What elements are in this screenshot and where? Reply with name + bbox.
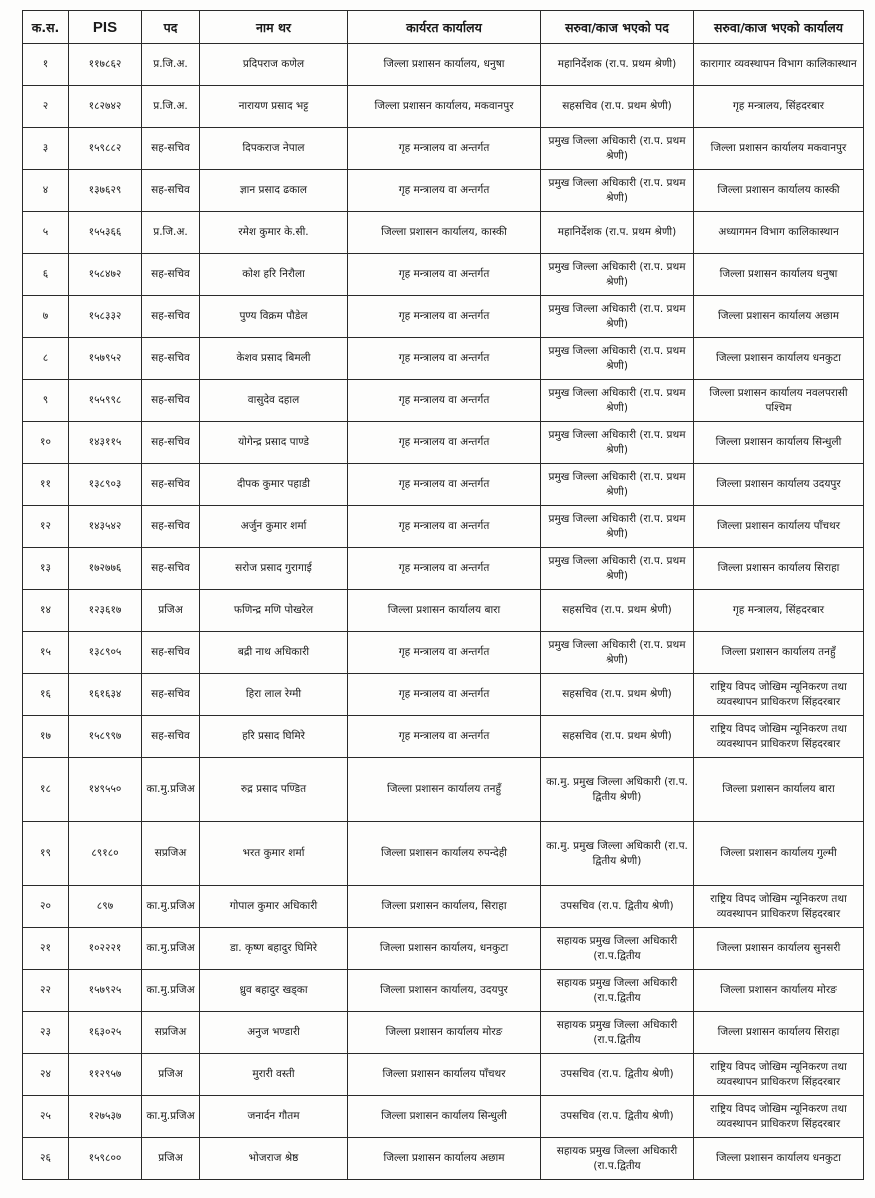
new-post-cell: प्रमुख जिल्ला अधिकारी (रा.प. प्रथम श्रेणी) <box>541 338 694 380</box>
current-office-cell: जिल्ला प्रशासन कार्यालय, उदयपुर <box>348 970 541 1012</box>
new-post-cell: महानिर्देशक (रा.प. प्रथम श्रेणी) <box>541 212 694 254</box>
current-office-cell: गृह मन्त्रालय वा अन्तर्गत <box>348 170 541 212</box>
table-row <box>23 128 864 170</box>
new-office-cell: जिल्ला प्रशासन कार्यालय मकवानपुर <box>694 128 864 170</box>
new-post-cell: उपसचिव (रा.प. द्वितीय श्रेणी) <box>541 1096 694 1138</box>
new-post-cell: उपसचिव (रा.प. द्वितीय श्रेणी) <box>541 1054 694 1096</box>
new-post-cell: प्रमुख जिल्ला अधिकारी (रा.प. प्रथम श्रेणी) <box>541 506 694 548</box>
new-office-cell: जिल्ला प्रशासन कार्यालय तनहुँ <box>694 632 864 674</box>
header-post: पद <box>142 11 200 44</box>
name-cell: मुरारी वस्ती <box>200 1054 348 1096</box>
new-office-cell: जिल्ला प्रशासन कार्यालय अछाम <box>694 296 864 338</box>
new-office-cell: जिल्ला प्रशासन कार्यालय बारा <box>694 758 864 822</box>
current-office-cell: गृह मन्त्रालय वा अन्तर्गत <box>348 380 541 422</box>
post-cell: सह-सचिव <box>142 170 200 212</box>
post-cell: सह-सचिव <box>142 674 200 716</box>
new-post-cell: प्रमुख जिल्ला अधिकारी (रा.प. प्रथम श्रेणी) <box>541 170 694 212</box>
new-office-cell: जिल्ला प्रशासन कार्यालय पाँचथर <box>694 506 864 548</box>
new-post-cell: सहायक प्रमुख जिल्ला अधिकारी (रा.प.द्वितीय <box>541 970 694 1012</box>
serial-number-cell: १ <box>23 44 69 86</box>
table-row <box>23 970 864 1012</box>
post-cell: प्र.जि.अ. <box>142 86 200 128</box>
name-cell: हिरा लाल रेग्मी <box>200 674 348 716</box>
name-cell: दिपकराज नेपाल <box>200 128 348 170</box>
current-office-cell: गृह मन्त्रालय वा अन्तर्गत <box>348 548 541 590</box>
post-cell: सह-सचिव <box>142 506 200 548</box>
new-post-cell: महानिर्देशक (रा.प. प्रथम श्रेणी) <box>541 44 694 86</box>
name-cell: पुण्य विक्रम पौडेल <box>200 296 348 338</box>
table-header-row <box>23 11 864 44</box>
serial-number-cell: २० <box>23 886 69 928</box>
new-office-cell: जिल्ला प्रशासन कार्यालय कास्की <box>694 170 864 212</box>
new-post-cell: सहसचिव (रा.प. प्रथम श्रेणी) <box>541 674 694 716</box>
serial-number-cell: २१ <box>23 928 69 970</box>
pis-cell: ८९१८० <box>69 822 142 886</box>
post-cell: सह-सचिव <box>142 296 200 338</box>
new-office-cell: राष्ट्रिय विपद जोखिम न्यूनिकरण तथा व्यवस्थापन प्राधिकरण सिंहदरबार <box>694 1054 864 1096</box>
name-cell: योगेन्द्र प्रसाद पाण्डे <box>200 422 348 464</box>
current-office-cell: जिल्ला प्रशासन कार्यालय, धनकुटा <box>348 928 541 970</box>
current-office-cell: गृह मन्त्रालय वा अन्तर्गत <box>348 338 541 380</box>
new-post-cell: सहसचिव (रा.प. प्रथम श्रेणी) <box>541 590 694 632</box>
new-office-cell: जिल्ला प्रशासन कार्यालय सिराहा <box>694 548 864 590</box>
table-body <box>23 44 864 1180</box>
current-office-cell: जिल्ला प्रशासन कार्यालय सिन्धुली <box>348 1096 541 1138</box>
serial-number-cell: ११ <box>23 464 69 506</box>
new-post-cell: उपसचिव (रा.प. द्वितीय श्रेणी) <box>541 886 694 928</box>
current-office-cell: जिल्ला प्रशासन कार्यालय बारा <box>348 590 541 632</box>
new-post-cell: का.मु. प्रमुख जिल्ला अधिकारी (रा.प. द्वितीय श्रेणी) <box>541 758 694 822</box>
new-office-cell: गृह मन्त्रालय, सिंहदरबार <box>694 86 864 128</box>
new-post-cell: सहायक प्रमुख जिल्ला अधिकारी (रा.प.द्वितीय <box>541 928 694 970</box>
new-post-cell: प्रमुख जिल्ला अधिकारी (रा.प. प्रथम श्रेणी) <box>541 632 694 674</box>
pis-cell: १५८४७२ <box>69 254 142 296</box>
post-cell: का.मु.प्रजिअ <box>142 758 200 822</box>
pis-cell: १४९५५० <box>69 758 142 822</box>
post-cell: प्र.जि.अ. <box>142 44 200 86</box>
serial-number-cell: २५ <box>23 1096 69 1138</box>
pis-cell: १५८९९७ <box>69 716 142 758</box>
table-row <box>23 338 864 380</box>
new-post-cell: प्रमुख जिल्ला अधिकारी (रा.प. प्रथम श्रेणी) <box>541 254 694 296</box>
name-cell: भरत कुमार शर्मा <box>200 822 348 886</box>
post-cell: प्र.जि.अ. <box>142 212 200 254</box>
name-cell: रमेश कुमार के.सी. <box>200 212 348 254</box>
new-office-cell: अध्यागमन विभाग कालिकास्थान <box>694 212 864 254</box>
post-cell: सह-सचिव <box>142 422 200 464</box>
post-cell: प्रजिअ <box>142 1054 200 1096</box>
header-current-office: कार्यरत कार्यालय <box>348 11 541 44</box>
new-post-cell: प्रमुख जिल्ला अधिकारी (रा.प. प्रथम श्रेणी) <box>541 548 694 590</box>
table-row <box>23 506 864 548</box>
current-office-cell: गृह मन्त्रालय वा अन्तर्गत <box>348 422 541 464</box>
pis-cell: ११२९५७ <box>69 1054 142 1096</box>
post-cell: सह-सचिव <box>142 254 200 296</box>
pis-cell: १५८३३२ <box>69 296 142 338</box>
new-office-cell: राष्ट्रिय विपद जोखिम न्यूनिकरण तथा व्यवस्थापन प्राधिकरण सिंहदरबार <box>694 1096 864 1138</box>
header-new-office: सरुवा/काज भएको कार्यालय <box>694 11 864 44</box>
table-row <box>23 1096 864 1138</box>
new-post-cell: प्रमुख जिल्ला अधिकारी (रा.प. प्रथम श्रेणी) <box>541 422 694 464</box>
serial-number-cell: २६ <box>23 1138 69 1180</box>
post-cell: सह-सचिव <box>142 548 200 590</box>
pis-cell: १२७५३७ <box>69 1096 142 1138</box>
name-cell: फणिन्द्र मणि पोखरेल <box>200 590 348 632</box>
current-office-cell: जिल्ला प्रशासन कार्यालय अछाम <box>348 1138 541 1180</box>
table-row <box>23 422 864 464</box>
serial-number-cell: ६ <box>23 254 69 296</box>
table-row <box>23 464 864 506</box>
table-row <box>23 590 864 632</box>
table-row <box>23 886 864 928</box>
current-office-cell: जिल्ला प्रशासन कार्यालय पाँचथर <box>348 1054 541 1096</box>
table-row <box>23 928 864 970</box>
current-office-cell: जिल्ला प्रशासन कार्यालय, मकवानपुर <box>348 86 541 128</box>
current-office-cell: जिल्ला प्रशासन कार्यालय, सिराहा <box>348 886 541 928</box>
pis-cell: १३७६२९ <box>69 170 142 212</box>
name-cell: अनुज भण्डारी <box>200 1012 348 1054</box>
new-office-cell: गृह मन्त्रालय, सिंहदरबार <box>694 590 864 632</box>
name-cell: प्रदिपराज कणेल <box>200 44 348 86</box>
name-cell: ध्रुव बहादुर खड्का <box>200 970 348 1012</box>
table-row <box>23 212 864 254</box>
table-row <box>23 1012 864 1054</box>
table-row <box>23 632 864 674</box>
new-office-cell: जिल्ला प्रशासन कार्यालय गुल्मी <box>694 822 864 886</box>
name-cell: डा. कृष्ण बहादुर घिमिरे <box>200 928 348 970</box>
current-office-cell: जिल्ला प्रशासन कार्यालय, कास्की <box>348 212 541 254</box>
name-cell: सरोज प्रसाद गुरागाई <box>200 548 348 590</box>
new-post-cell: प्रमुख जिल्ला अधिकारी (रा.प. प्रथम श्रेणी) <box>541 128 694 170</box>
serial-number-cell: १० <box>23 422 69 464</box>
pis-cell: १५९८०० <box>69 1138 142 1180</box>
name-cell: दीपक कुमार पहाडी <box>200 464 348 506</box>
name-cell: रुद्र प्रसाद पण्डित <box>200 758 348 822</box>
name-cell: कोश हरि निरौला <box>200 254 348 296</box>
serial-number-cell: २४ <box>23 1054 69 1096</box>
name-cell: गोपाल कुमार अधिकारी <box>200 886 348 928</box>
table-row <box>23 86 864 128</box>
new-office-cell: जिल्ला प्रशासन कार्यालय मोरङ <box>694 970 864 1012</box>
post-cell: सह-सचिव <box>142 128 200 170</box>
serial-number-cell: ९ <box>23 380 69 422</box>
pis-cell: १६३०२५ <box>69 1012 142 1054</box>
header-name: नाम थर <box>200 11 348 44</box>
table-row <box>23 1054 864 1096</box>
post-cell: सह-सचिव <box>142 716 200 758</box>
current-office-cell: जिल्ला प्रशासन कार्यालय रुपन्देही <box>348 822 541 886</box>
serial-number-cell: ७ <box>23 296 69 338</box>
post-cell: सप्रजिअ <box>142 822 200 886</box>
table-row <box>23 716 864 758</box>
serial-number-cell: १५ <box>23 632 69 674</box>
new-post-cell: सहसचिव (रा.प. प्रथम श्रेणी) <box>541 716 694 758</box>
current-office-cell: गृह मन्त्रालय वा अन्तर्गत <box>348 128 541 170</box>
current-office-cell: गृह मन्त्रालय वा अन्तर्गत <box>348 674 541 716</box>
new-office-cell: जिल्ला प्रशासन कार्यालय धनुषा <box>694 254 864 296</box>
serial-number-cell: १४ <box>23 590 69 632</box>
pis-cell: ८९७ <box>69 886 142 928</box>
new-office-cell: जिल्ला प्रशासन कार्यालय सिराहा <box>694 1012 864 1054</box>
pis-cell: १६१६३४ <box>69 674 142 716</box>
post-cell: सह-सचिव <box>142 380 200 422</box>
pis-cell: १३८९०३ <box>69 464 142 506</box>
new-office-cell: जिल्ला प्रशासन कार्यालय धनकुटा <box>694 1138 864 1180</box>
post-cell: का.मु.प्रजिअ <box>142 970 200 1012</box>
header-new-post: सरुवा/काज भएको पद <box>541 11 694 44</box>
name-cell: नारायण प्रसाद भट्ट <box>200 86 348 128</box>
table-row <box>23 44 864 86</box>
pis-cell: १५९८८२ <box>69 128 142 170</box>
name-cell: ज्ञान प्रसाद ढकाल <box>200 170 348 212</box>
post-cell: सह-सचिव <box>142 464 200 506</box>
table-row <box>23 1138 864 1180</box>
pis-cell: १५५९९८ <box>69 380 142 422</box>
new-office-cell: जिल्ला प्रशासन कार्यालय सुनसरी <box>694 928 864 970</box>
serial-number-cell: १९ <box>23 822 69 886</box>
table-row <box>23 674 864 716</box>
post-cell: प्रजिअ <box>142 590 200 632</box>
new-post-cell: का.मु. प्रमुख जिल्ला अधिकारी (रा.प. द्वितीय श्रेणी) <box>541 822 694 886</box>
new-office-cell: कारागार व्यवस्थापन विभाग कालिकास्थान <box>694 44 864 86</box>
serial-number-cell: १७ <box>23 716 69 758</box>
current-office-cell: गृह मन्त्रालय वा अन्तर्गत <box>348 254 541 296</box>
pis-cell: १५५३६६ <box>69 212 142 254</box>
serial-number-cell: १३ <box>23 548 69 590</box>
new-post-cell: सहायक प्रमुख जिल्ला अधिकारी (रा.प.द्वितीय <box>541 1138 694 1180</box>
pis-cell: १२३६१७ <box>69 590 142 632</box>
current-office-cell: गृह मन्त्रालय वा अन्तर्गत <box>348 464 541 506</box>
current-office-cell: जिल्ला प्रशासन कार्यालय तनहुँ <box>348 758 541 822</box>
name-cell: भोजराज श्रेष्ठ <box>200 1138 348 1180</box>
new-office-cell: राष्ट्रिय विपद जोखिम न्यूनिकरण तथा व्यवस्थापन प्राधिकरण सिंहदरबार <box>694 716 864 758</box>
new-post-cell: प्रमुख जिल्ला अधिकारी (रा.प. प्रथम श्रेणी) <box>541 464 694 506</box>
new-post-cell: प्रमुख जिल्ला अधिकारी (रा.प. प्रथम श्रेणी) <box>541 380 694 422</box>
serial-number-cell: २२ <box>23 970 69 1012</box>
serial-number-cell: १६ <box>23 674 69 716</box>
new-post-cell: सहायक प्रमुख जिल्ला अधिकारी (रा.प.द्वितीय <box>541 1012 694 1054</box>
pis-cell: १०२२२१ <box>69 928 142 970</box>
new-office-cell: जिल्ला प्रशासन कार्यालय नवलपरासी पश्चिम <box>694 380 864 422</box>
current-office-cell: गृह मन्त्रालय वा अन्तर्गत <box>348 632 541 674</box>
table-row <box>23 170 864 212</box>
current-office-cell: गृह मन्त्रालय वा अन्तर्गत <box>348 506 541 548</box>
name-cell: अर्जुन कुमार शर्मा <box>200 506 348 548</box>
serial-number-cell: १२ <box>23 506 69 548</box>
pis-cell: १५७९५२ <box>69 338 142 380</box>
pis-cell: १३८९०५ <box>69 632 142 674</box>
post-cell: प्रजिअ <box>142 1138 200 1180</box>
name-cell: हरि प्रसाद घिमिरे <box>200 716 348 758</box>
transfer-table <box>22 10 864 1180</box>
pis-cell: १७२७७६ <box>69 548 142 590</box>
table-row <box>23 548 864 590</box>
serial-number-cell: ५ <box>23 212 69 254</box>
post-cell: सप्रजिअ <box>142 1012 200 1054</box>
current-office-cell: गृह मन्त्रालय वा अन्तर्गत <box>348 296 541 338</box>
new-post-cell: सहसचिव (रा.प. प्रथम श्रेणी) <box>541 86 694 128</box>
pis-cell: १५७९२५ <box>69 970 142 1012</box>
serial-number-cell: २३ <box>23 1012 69 1054</box>
post-cell: का.मु.प्रजिअ <box>142 928 200 970</box>
header-pis: PIS <box>69 11 142 44</box>
post-cell: सह-सचिव <box>142 338 200 380</box>
table-row <box>23 296 864 338</box>
pis-cell: ११७८६२ <box>69 44 142 86</box>
pis-cell: १४३५४२ <box>69 506 142 548</box>
table-row <box>23 254 864 296</box>
current-office-cell: गृह मन्त्रालय वा अन्तर्गत <box>348 716 541 758</box>
name-cell: बद्री नाथ अधिकारी <box>200 632 348 674</box>
post-cell: का.मु.प्रजिअ <box>142 886 200 928</box>
new-office-cell: राष्ट्रिय विपद जोखिम न्यूनिकरण तथा व्यवस्थापन प्राधिकरण सिंहदरबार <box>694 886 864 928</box>
serial-number-cell: ८ <box>23 338 69 380</box>
new-office-cell: जिल्ला प्रशासन कार्यालय उदयपुर <box>694 464 864 506</box>
serial-number-cell: ४ <box>23 170 69 212</box>
pis-cell: १८२७४२ <box>69 86 142 128</box>
pis-cell: १४३११५ <box>69 422 142 464</box>
current-office-cell: जिल्ला प्रशासन कार्यालय मोरङ <box>348 1012 541 1054</box>
current-office-cell: जिल्ला प्रशासन कार्यालय, धनुषा <box>348 44 541 86</box>
header-serial-number: क.स. <box>23 11 69 44</box>
name-cell: वासुदेव दहाल <box>200 380 348 422</box>
new-office-cell: जिल्ला प्रशासन कार्यालय सिन्धुली <box>694 422 864 464</box>
table-row <box>23 822 864 886</box>
new-office-cell: राष्ट्रिय विपद जोखिम न्यूनिकरण तथा व्यवस्थापन प्राधिकरण सिंहदरबार <box>694 674 864 716</box>
serial-number-cell: २ <box>23 86 69 128</box>
name-cell: केशव प्रसाद बिमली <box>200 338 348 380</box>
new-office-cell: जिल्ला प्रशासन कार्यालय धनकुटा <box>694 338 864 380</box>
table-row <box>23 380 864 422</box>
table-row <box>23 758 864 822</box>
post-cell: का.मु.प्रजिअ <box>142 1096 200 1138</box>
name-cell: जनार्दन गौतम <box>200 1096 348 1138</box>
serial-number-cell: १८ <box>23 758 69 822</box>
serial-number-cell: ३ <box>23 128 69 170</box>
post-cell: सह-सचिव <box>142 632 200 674</box>
new-post-cell: प्रमुख जिल्ला अधिकारी (रा.प. प्रथम श्रेणी) <box>541 296 694 338</box>
